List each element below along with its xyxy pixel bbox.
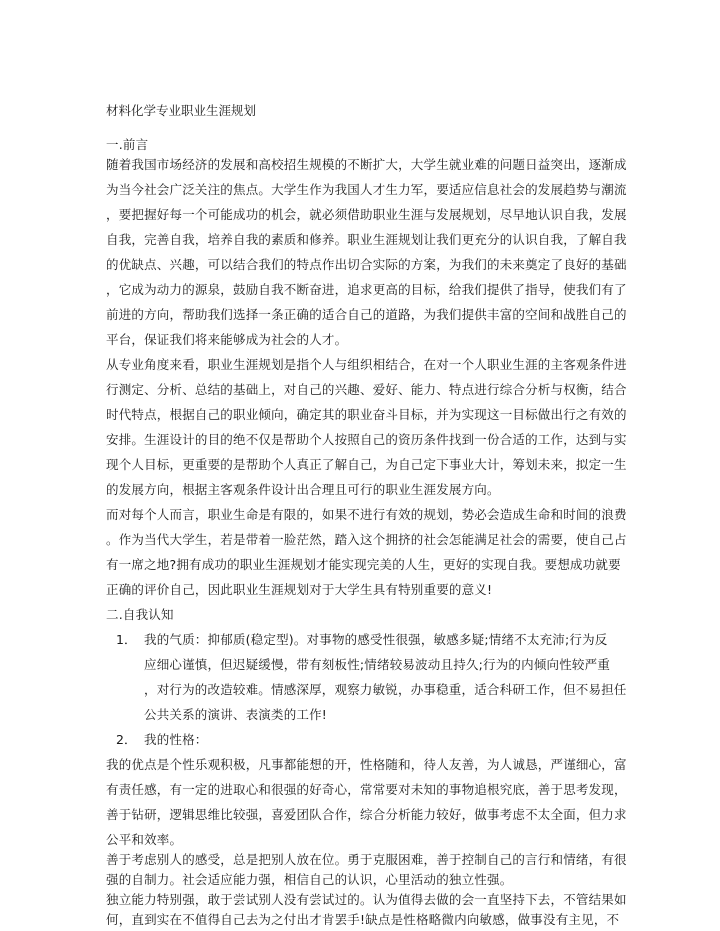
paragraph-line: 独立能力特别强，敢于尝试别人没有尝试过的。认为值得去做的会一直坚持下去，不管结果如 (106, 892, 627, 907)
paragraph-line: 何，直到实在不值得自己去为之付出才肯罢手!缺点是性格略微内向敏感，做事没有主见，不 (106, 912, 620, 927)
paragraph-line: 。作为当代大学生，若是带着一脸茫然，踏入这个拥挤的社会怎能满足社会的需要，使自己占 (106, 532, 627, 547)
paragraph-line: 而对每个人而言，职业生命是有限的，如果不进行有效的规划，势必会造成生命和时间的浪费 (106, 507, 627, 522)
paragraph-line: 善于考虑别人的感受，总是把别人放在位。勇于克服困难，善于控制自己的言行和情绪，有很 (106, 852, 627, 867)
section-heading-self-awareness: 二.自我认知 (106, 607, 174, 622)
paragraph-line: 随着我国市场经济的发展和高校招生规模的不断扩大，大学生就业难的问题日益突出，逐渐成 (106, 157, 627, 172)
paragraph-line: 前进的方向，帮助我们选择一条正确的适合自己的道路，为我们提供丰富的空间和战胜自己的 (106, 307, 627, 322)
paragraph-line: 正确的评价自己，因此职业生涯规划对于大学生具有特别重要的意义! (106, 582, 493, 597)
paragraph-line: 强的自制力。社会适应能力强，相信自己的认识，心里活动的独立性强。 (106, 872, 513, 887)
list-item-line: 公共关系的演讲、表演类的工作! (144, 707, 328, 722)
paragraph-line: 有责任感，有一定的进取心和很强的好奇心，常常要对未知的事物追根究底，善于思考发现， (106, 782, 627, 797)
paragraph-line: 我的优点是个性乐观积极，凡事都能想的开，性格随和，待人友善，为人诚恳，严谨细心，富 (106, 757, 627, 772)
paragraph-line: 公平和效率。 (106, 832, 183, 847)
paragraph-line: 自我，完善自我，培养自我的素质和修养。职业生涯规划让我们更充分的认识自我，了解自我 (106, 232, 627, 247)
list-item-line: 应细心谨慎，但迟疑缓慢，带有刻板性;情绪较易波动且持久;行为的内倾向性较严重 (144, 657, 611, 672)
paragraph-line: 的发展方向，根据主客观条件设计出合理且可行的职业生涯发展方向。 (106, 482, 500, 497)
paragraph-line: 为当今社会广泛关注的焦点。大学生作为我国人才生力军，要适应信息社会的发展趋势与潮流 (106, 182, 627, 197)
list-number: 2． (116, 732, 137, 747)
paragraph-line: 善于钻研，逻辑思维比较强，喜爱团队合作，综合分析能力较好，做事考虑不太全面，但力求 (106, 807, 627, 822)
paragraph-line: 时代特点，根据自己的职业倾向，确定其的职业奋斗目标，并为实现这一目标做出行之有效的 (106, 407, 627, 422)
paragraph-line: 现个人目标，更重要的是帮助个人真正了解自己，为自己定下事业大计，筹划未来，拟定一生 (106, 457, 627, 472)
paragraph-line: ，要把握好每一个可能成功的机会，就必须借助职业生涯与发展规划，尽早地认识自我，发展 (106, 207, 627, 222)
paragraph-line: 安排。生涯设计的目的绝不仅是帮助个人按照自己的资历条件找到一份合适的工作，达到与实 (106, 432, 627, 447)
list-item-line: 我的气质：抑郁质(稳定型)。对事物的感受性很强，敏感多疑;情绪不太充沛;行为反 (144, 632, 608, 647)
paragraph-line: 有一席之地?拥有成功的职业生涯规划才能实现完美的人生，更好的实现自我。要想成功就要 (106, 557, 621, 572)
paragraph-line: ，它成为动力的源泉，鼓励自我不断奋进，追求更高的目标，给我们提供了指导，使我们有了 (106, 282, 627, 297)
paragraph-line: 行测定、分析、总结的基础上，对自己的兴趣、爱好、能力、特点进行综合分析与权衡，结合 (106, 382, 627, 397)
paragraph-line: 的优缺点、兴趣，可以结合我们的特点作出切合实际的方案，为我们的未来奠定了良好的基础 (106, 257, 627, 272)
list-item-title: 我的性格： (144, 732, 208, 747)
document-title: 材料化学专业职业生涯规划 (106, 103, 257, 118)
section-heading-preface: 一.前言 (106, 137, 149, 152)
list-item-line: ，对行为的改造较难。情感深厚，观察力敏锐，办事稳重，适合科研工作，但不易担任 (144, 682, 627, 697)
paragraph-line: 从专业角度来看，职业生涯规划是指个人与组织相结合，在对一个人职业生涯的主客观条件进 (106, 357, 627, 372)
paragraph-line: 平台，保证我们将来能够成为社会的人才。 (106, 332, 348, 347)
list-number: 1． (116, 632, 137, 647)
